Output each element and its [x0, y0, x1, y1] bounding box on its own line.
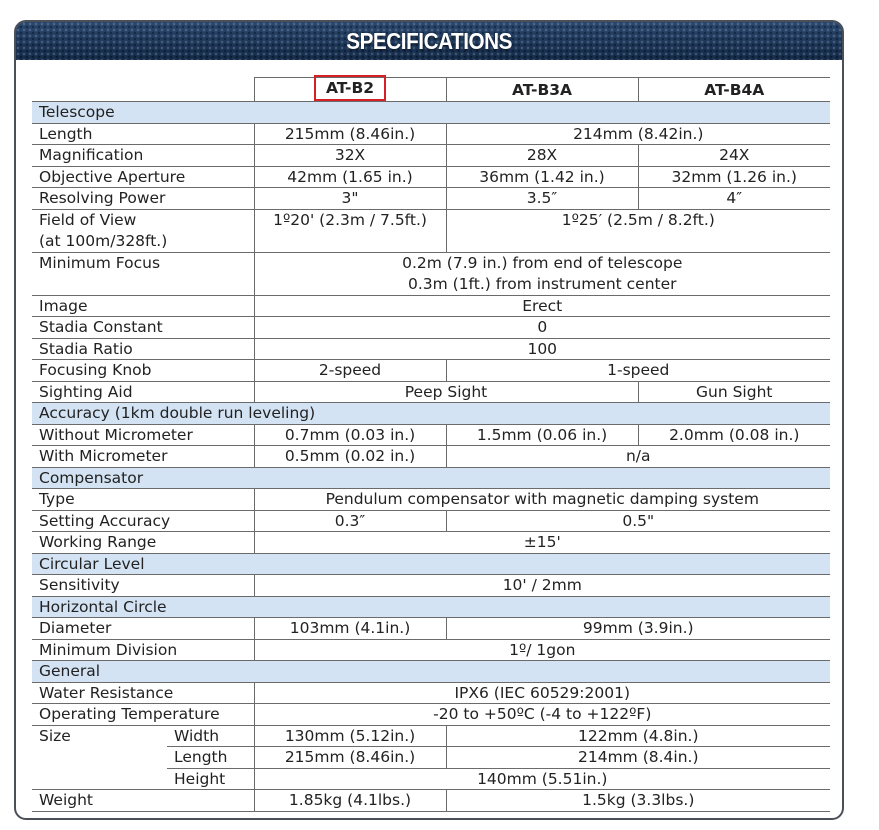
table-row	[32, 338, 830, 360]
section-label: General	[32, 661, 830, 683]
section-label: Accuracy (1km double run leveling)	[32, 403, 830, 425]
cell-b3-b4: n/a	[446, 446, 830, 468]
table-row	[32, 145, 830, 167]
cell-b3: 1.5mm (0.06 in.)	[446, 424, 638, 446]
section-general	[32, 661, 830, 683]
row-sublabel: Width	[167, 725, 254, 747]
cell-b3-b4: 1º25′ (2.5m / 8.2ft.)	[446, 209, 830, 252]
row-label: Without Micrometer	[32, 424, 254, 446]
cell-b3-b4: 214mm (8.42in.)	[446, 123, 830, 145]
cell-b3: 28X	[446, 145, 638, 167]
cell-b2-b3: Peep Sight	[254, 381, 638, 403]
cell-b3-b4: 1-speed	[446, 360, 830, 382]
table-row	[32, 532, 830, 554]
row-label: With Micrometer	[32, 446, 254, 468]
cell-b3-b4: 0.5"	[446, 510, 830, 532]
cell-all: 0	[254, 317, 830, 339]
cell-b3-b4: 214mm (8.4in.)	[446, 747, 830, 769]
cell-all: 100	[254, 338, 830, 360]
cell-line: 0.3m (1ft.) from instrument center	[407, 274, 677, 293]
row-label: Setting Accuracy	[32, 510, 254, 532]
table-row	[32, 424, 830, 446]
row-label: Stadia Ratio	[32, 338, 254, 360]
cell-b2: 215mm (8.46in.)	[254, 123, 446, 145]
page-title: SPECIFICATIONS	[346, 27, 512, 54]
table-row	[32, 166, 830, 188]
row-label: Type	[32, 489, 254, 511]
row-label-line: Field of View	[39, 210, 137, 229]
table-row	[32, 209, 830, 252]
table-row	[32, 252, 830, 295]
cell-all: -20 to +50ºC (-4 to +122ºF)	[254, 704, 830, 726]
model-highlight: AT-B2	[314, 75, 386, 101]
section-telescope	[32, 102, 830, 124]
cell-all: Pendulum compensator with magnetic damping system	[254, 489, 830, 511]
table-row	[32, 317, 830, 339]
cell-b3-b4: 99mm (3.9in.)	[446, 618, 830, 640]
cell-b2: 0.3″	[254, 510, 446, 532]
spec-header	[16, 22, 842, 60]
row-label: Water Resistance	[32, 682, 254, 704]
cell-b3: 3.5″	[446, 188, 638, 210]
cell-line: 0.2m (7.9 in.) from end of telescope	[402, 253, 683, 272]
section-circular-level	[32, 553, 830, 575]
row-label: Working Range	[32, 532, 254, 554]
cell-b2: 1º20' (2.3m / 7.5ft.)	[254, 209, 446, 252]
table-row	[32, 575, 830, 597]
row-label: Length	[32, 123, 254, 145]
row-label: Objective Aperture	[32, 166, 254, 188]
cell-all	[254, 252, 830, 295]
cell-b3-b4: 1.5kg (3.3lbs.)	[446, 790, 830, 812]
cell-b3-b4: 122mm (4.8in.)	[446, 725, 830, 747]
row-label: Stadia Constant	[32, 317, 254, 339]
cell-b2: 0.5mm (0.02 in.)	[254, 446, 446, 468]
cell-b2: 215mm (8.46in.)	[254, 747, 446, 769]
cell-all: Erect	[254, 295, 830, 317]
table-row	[32, 639, 830, 661]
cell-b2: 0.7mm (0.03 in.)	[254, 424, 446, 446]
cell-b4: 32mm (1.26 in.)	[638, 166, 830, 188]
cell-b4: 24X	[638, 145, 830, 167]
table-row	[32, 510, 830, 532]
cell-b3: 36mm (1.42 in.)	[446, 166, 638, 188]
row-label: Sensitivity	[32, 575, 254, 597]
table-row	[32, 295, 830, 317]
section-label: Horizontal Circle	[32, 596, 830, 618]
cell-all: 10' / 2mm	[254, 575, 830, 597]
row-label: Magnification	[32, 145, 254, 167]
table-row	[32, 725, 830, 747]
row-label: Size	[32, 725, 167, 790]
table-row	[32, 618, 830, 640]
row-label: Minimum Focus	[32, 252, 254, 295]
cell-b2: 1.85kg (4.1lbs.)	[254, 790, 446, 812]
row-label: Sighting Aid	[32, 381, 254, 403]
row-label: Operating Temperature	[32, 704, 254, 726]
row-label	[32, 209, 254, 252]
row-label: Diameter	[32, 618, 254, 640]
cell-b2: 130mm (5.12in.)	[254, 725, 446, 747]
model-at-b4a: AT-B4A	[638, 78, 830, 102]
section-accuracy	[32, 403, 830, 425]
cell-b4: Gun Sight	[638, 381, 830, 403]
cell-b4: 4″	[638, 188, 830, 210]
row-label: Resolving Power	[32, 188, 254, 210]
model-at-b2	[254, 78, 446, 102]
row-label: Image	[32, 295, 254, 317]
row-label: Minimum Division	[32, 639, 254, 661]
table-row	[32, 123, 830, 145]
cell-all: 140mm (5.51in.)	[254, 768, 830, 790]
table-row	[32, 188, 830, 210]
cell-b2: 3"	[254, 188, 446, 210]
table-row	[32, 446, 830, 468]
table-row	[32, 489, 830, 511]
row-sublabel: Length	[167, 747, 254, 769]
table-row	[32, 790, 830, 812]
table-row	[32, 360, 830, 382]
row-label: Focusing Knob	[32, 360, 254, 382]
section-label: Telescope	[32, 102, 830, 124]
section-horizontal-circle	[32, 596, 830, 618]
table-row	[32, 381, 830, 403]
cell-all: ±15'	[254, 532, 830, 554]
row-sublabel: Height	[167, 768, 254, 790]
spec-table	[32, 77, 830, 812]
cell-b2: 42mm (1.65 in.)	[254, 166, 446, 188]
cell-b2: 2-speed	[254, 360, 446, 382]
table-row	[32, 704, 830, 726]
section-compensator	[32, 467, 830, 489]
row-label: Weight	[32, 790, 254, 812]
row-label-line: (at 100m/328ft.)	[39, 231, 168, 250]
section-label: Compensator	[32, 467, 830, 489]
model-at-b3a: AT-B3A	[446, 78, 638, 102]
cell-b2: 32X	[254, 145, 446, 167]
table-row	[32, 682, 830, 704]
cell-all: 1º/ 1gon	[254, 639, 830, 661]
cell-all: IPX6 (IEC 60529:2001)	[254, 682, 830, 704]
section-label: Circular Level	[32, 553, 830, 575]
cell-b4: 2.0mm (0.08 in.)	[638, 424, 830, 446]
model-header-row	[32, 78, 830, 102]
spec-card	[14, 20, 844, 820]
cell-b2: 103mm (4.1in.)	[254, 618, 446, 640]
header-empty-cell	[32, 78, 254, 102]
